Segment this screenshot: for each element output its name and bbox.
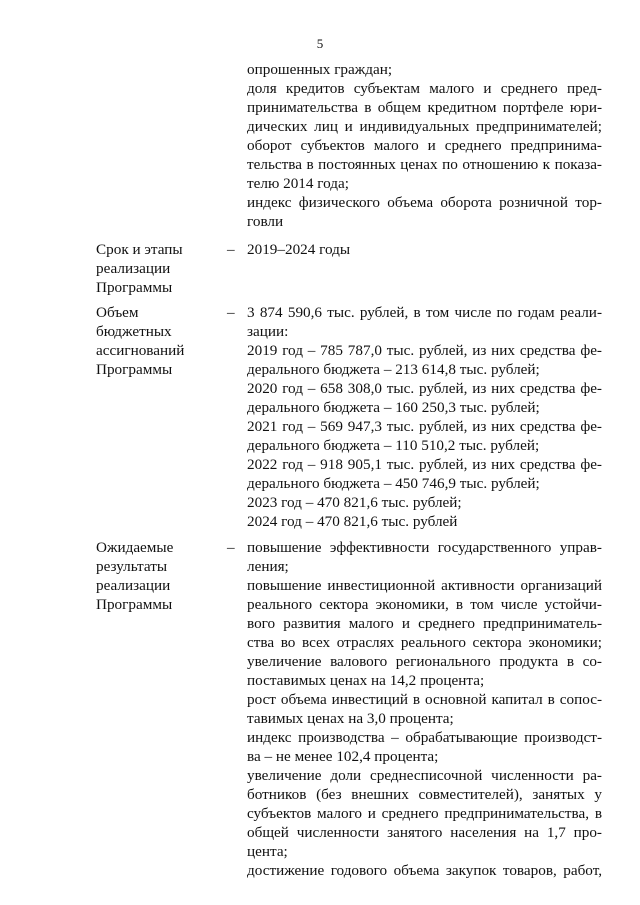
intro-line: телю 2014 года; xyxy=(247,175,349,192)
value-line: ления; xyxy=(247,558,289,575)
intro-line: тельства в постоянных ценах по отношению к показа- xyxy=(247,156,602,173)
value-line: увеличение доли среднесписочной численности ра- xyxy=(247,767,602,784)
value-line: 2019–2024 годы xyxy=(247,241,351,258)
label-line: Срок и этапы xyxy=(96,241,183,258)
value-line: общей численности занятого населения на 1,7 про- xyxy=(247,824,602,841)
label-line: реализации xyxy=(96,577,171,594)
dash: – xyxy=(227,241,235,258)
label-line: Программы xyxy=(96,596,173,613)
intro-line: доля кредитов субъектам малого и среднего пред- xyxy=(247,80,602,97)
value-line: 3 874 590,6 тыс. рублей, в том числе по годам реали- xyxy=(247,304,602,321)
value-line: повышение эффективности государственного управ- xyxy=(247,539,602,556)
intro-line: опрошенных граждан; xyxy=(247,61,393,78)
value-line: поставимых ценах на 14,2 процента; xyxy=(247,672,485,689)
value-line: увеличение валового регионального продукта в со- xyxy=(247,653,602,670)
value-line: ва – не менее 102,4 процента; xyxy=(247,748,439,765)
value-line: зации: xyxy=(247,323,289,340)
dash: – xyxy=(227,304,235,321)
intro-line: дических лиц и индивидуальных предпринимателей; xyxy=(247,118,602,135)
value-line: 2019 год – 785 787,0 тыс. рублей, из них средства фе- xyxy=(247,342,602,359)
label-line: ассигнований xyxy=(96,342,185,359)
value-line: дерального бюджета – 213 614,8 тыс. рублей; xyxy=(247,361,540,378)
value-line: 2022 год – 918 905,1 тыс. рублей, из них средства фе- xyxy=(247,456,602,473)
value-line: дерального бюджета – 110 510,2 тыс. рублей; xyxy=(247,437,540,454)
label-line: Программы xyxy=(96,279,173,296)
value-line: дерального бюджета – 160 250,3 тыс. рублей; xyxy=(247,399,540,416)
label-line: реализации xyxy=(96,260,171,277)
label-line: Программы xyxy=(96,361,173,378)
value-line: дерального бюджета – 450 746,9 тыс. рублей; xyxy=(247,475,540,492)
value-line: 2023 год – 470 821,6 тыс. рублей; xyxy=(247,494,462,511)
value-line: цента; xyxy=(247,843,288,860)
intro-line: говли xyxy=(247,213,284,230)
value-line: достижение годового объема закупок товаров, работ, xyxy=(247,862,602,879)
label-line: результаты xyxy=(96,558,168,575)
value-line: индекс производства – обрабатывающие производст- xyxy=(247,729,602,746)
value-line: 2021 год – 569 947,3 тыс. рублей, из них средства фе- xyxy=(247,418,602,435)
value-line: рост объема инвестиций в основной капитал в сопос- xyxy=(247,691,602,708)
value-line: вого развития малого и среднего предприниматель- xyxy=(247,615,602,632)
page-number: 5 xyxy=(316,36,324,51)
value-line: повышение инвестиционной активности организаций xyxy=(247,577,602,594)
intro-line: оборот субъектов малого и среднего предпринима- xyxy=(247,137,602,154)
value-line: реального сектора экономики, в том числе устойчи- xyxy=(247,596,602,613)
value-line: 2024 год – 470 821,6 тыс. рублей xyxy=(247,513,458,530)
value-line: субъектов малого и среднего предпринимательства, в xyxy=(247,805,602,822)
value-line: тавимых ценах на 3,0 процента; xyxy=(247,710,454,727)
value-line: ства во всех отраслях реального сектора экономики; xyxy=(247,634,602,651)
value-line: 2020 год – 658 308,0 тыс. рублей, из них средства фе- xyxy=(247,380,602,397)
intro-line: принимательства в общем кредитном портфеле юри- xyxy=(247,99,602,116)
label-line: Объем xyxy=(96,304,139,321)
intro-line: индекс физического объема оборота розничной тор- xyxy=(247,194,602,211)
label-line: бюджетных xyxy=(96,323,172,340)
label-line: Ожидаемые xyxy=(96,539,174,556)
value-line: ботников (без внешних совместителей), занятых у xyxy=(247,786,602,803)
dash: – xyxy=(227,539,235,556)
